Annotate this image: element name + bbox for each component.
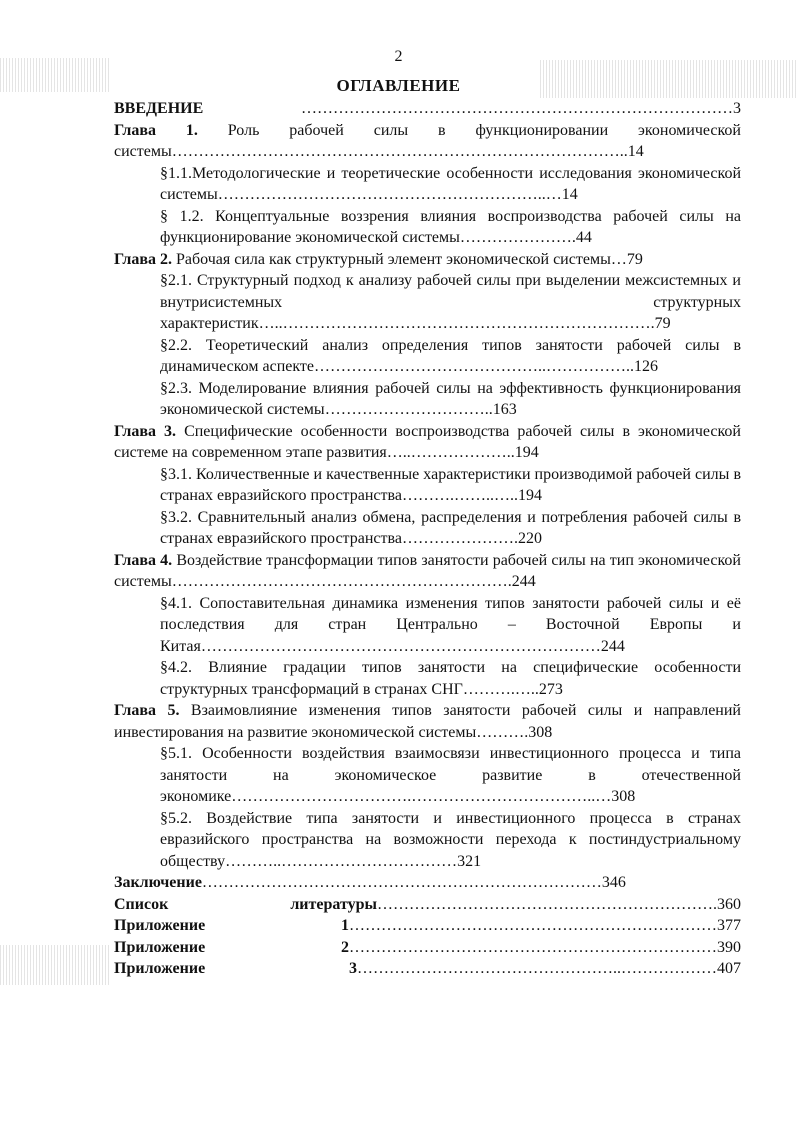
toc-section-entry — [114, 270, 741, 335]
toc-chapter-entry — [114, 421, 741, 464]
toc-entry-label: Глава 4. — [114, 551, 173, 569]
toc-entry-page: 3 — [733, 100, 741, 117]
toc-entry-leader: ………………………………………………………. — [171, 573, 512, 590]
toc-chapter-entry — [114, 872, 741, 894]
toc-entry-leader: …………………………………………………………… — [349, 917, 717, 934]
toc-section-entry — [114, 593, 741, 658]
toc-entry-page: 244 — [511, 573, 536, 590]
toc-entry-leader: ………..…………………………… — [225, 852, 458, 870]
toc-section-entry — [114, 507, 741, 550]
toc-entry-title: §5.1. Особенности воздействия взаимосвязи инвестиционного процесса и типа занятости на экономическое развитие в отечественной экономике — [160, 745, 741, 805]
toc-entry-leader: …………………………………………..……………… — [357, 960, 717, 977]
toc-entry-leader: ……………………………………..…………….. — [314, 358, 635, 375]
toc-entry-title: §4.2. Влияние градации типов занятости на специфические особенности структурных трансформаций в странах СНГ — [160, 659, 741, 698]
toc-section-entry — [114, 808, 741, 873]
toc-entry-leader: …………………. — [459, 229, 576, 246]
toc-entry-leader: …..……………………………………………………………. — [258, 315, 655, 332]
toc-entry-leader: …..……………….. — [386, 444, 515, 461]
toc-entry-label: Глава 5. — [114, 702, 180, 719]
toc-entry-title: Специфические особенности воспроизводства рабочей силы в экономической системе на современном этапе развития — [114, 422, 741, 461]
toc-entry-page: 308 — [611, 788, 636, 805]
toc-entry-page: 273 — [538, 680, 563, 698]
toc-entry-title: §1.1.Методологические и теоретические особенности исследования экономической системы — [160, 164, 741, 203]
toc-entry-title: § 1.2. Концептуальные воззрения влияния воспроизводства рабочей силы на функционирование экономической системы — [160, 207, 741, 246]
toc-entry-page: 377 — [717, 917, 741, 934]
toc-entry-leader: …………………………….……………………………..… — [231, 788, 612, 805]
toc-entry-label: Приложение 1 — [114, 917, 349, 934]
toc-entry-leader: ……….……..….. — [401, 487, 518, 504]
toc-section-entry — [114, 163, 741, 206]
toc-entry-title: Взаимовлияние изменения типов занятости рабочей силы и направлений инвестирования на развитие экономической системы — [114, 702, 741, 741]
toc-chapter-entry — [114, 958, 741, 980]
toc-section-entry — [114, 743, 741, 808]
toc-entry-leader: ……….….. — [462, 680, 539, 698]
toc-entry-leader: ………………………………………………………………… — [200, 637, 601, 655]
toc-entry-page: 346 — [601, 874, 626, 891]
toc-entry-page: 321 — [457, 852, 482, 870]
toc-section-entry — [114, 378, 741, 421]
toc-entry-page: 360 — [717, 895, 741, 913]
toc-chapter-entry — [114, 98, 741, 120]
toc-chapter-entry — [114, 550, 741, 593]
toc-entry-page: 14 — [561, 186, 578, 203]
toc-entry-label: Глава 3. — [114, 422, 177, 440]
toc-entry-page: 163 — [492, 401, 517, 418]
toc-entry-label: ВВЕДЕНИЕ — [114, 100, 204, 117]
toc-entry-page: 79 — [654, 315, 671, 332]
toc-entry-title: §3.1. Количественные и качественные характеристики производимой рабочей силы в странах евразийского пространства — [160, 465, 741, 504]
toc-entry-leader: ………………………….. — [324, 401, 493, 418]
toc-entry-page: 194 — [514, 444, 539, 461]
toc-entry-page: 390 — [717, 938, 741, 956]
toc-entry-label: Глава 2. — [114, 250, 172, 268]
toc-section-entry — [114, 206, 741, 249]
toc-entry-page: 308 — [528, 723, 553, 741]
toc-entry-leader: ………………………………………………………. — [377, 895, 717, 913]
toc-entry-page: 244 — [600, 637, 625, 655]
toc-entry-title: Роль рабочей силы в функционировании экономической системы — [114, 121, 741, 160]
toc-chapter-entry — [114, 915, 741, 937]
toc-entry-page: 220 — [517, 530, 542, 547]
toc-entry-leader: ……………………………………………………………………… — [203, 100, 733, 117]
toc-entry-title: Рабочая сила как структурный элемент экономической системы — [172, 250, 611, 268]
toc-section-entry — [114, 657, 741, 700]
toc-section-entry — [114, 335, 741, 378]
toc-entry-page: 126 — [634, 358, 659, 375]
toc-entry-label: Глава 1. — [114, 121, 198, 139]
toc-entry-page: 79 — [626, 250, 643, 268]
toc-entry-leader: ……………………………………………………..… — [217, 186, 562, 203]
toc-entry-title: Воздействие трансформации типов занятости рабочей силы на тип экономической системы — [114, 551, 741, 590]
toc-entry-page: 14 — [627, 143, 644, 160]
toc-entry-leader: …………………. — [401, 530, 518, 547]
toc-entry-label: Список литературы — [114, 895, 377, 913]
scan-noise-bottom-left — [0, 945, 110, 985]
toc-entry-title: §5.2. Воздействие типа занятости и инвестиционного процесса в странах евразийского пространства на возможности перехода к постиндустриальному обществу — [160, 809, 741, 870]
toc-chapter-entry — [114, 120, 741, 163]
toc-entry-label: Приложение 2 — [114, 938, 349, 956]
toc-entry-page: 194 — [517, 487, 542, 504]
toc-chapter-entry — [114, 700, 741, 743]
toc-entry-leader: … — [610, 250, 627, 268]
toc-entry-title: §2.2. Теоретический анализ определения типов занятости рабочей силы в динамическом аспекте — [160, 336, 741, 375]
toc-entry-title: §2.1. Структурный подход к анализу рабочей силы при выделении межсистемных и внутрисистемных структурных характеристик — [160, 272, 741, 332]
toc-entry-leader: ………. — [476, 723, 529, 741]
toc-chapter-entry — [114, 937, 741, 959]
toc-entry-title: §4.1. Сопоставительная динамика изменения типов занятости рабочей силы и её последствия для стран Центрально – Восточной Европы и Китая — [160, 594, 741, 655]
toc-entry-label: Заключение — [114, 874, 202, 891]
toc-entry-title: §3.2. Сравнительный анализ обмена, распределения и потребления рабочей силы в странах евразийского пространства — [160, 508, 741, 547]
toc-entry-page: 407 — [717, 960, 741, 977]
table-of-contents — [114, 98, 741, 980]
toc-entry-title: §2.3. Моделирование влияния рабочей силы на эффективность функционирования экономической системы — [160, 379, 741, 418]
toc-section-entry — [114, 464, 741, 507]
page-number: 2 — [394, 48, 403, 65]
toc-entry-leader: ………………………………………………………………… — [201, 874, 602, 891]
toc-entry-leader: …………………………………………………………… — [349, 938, 717, 956]
toc-entry-label: Приложение 3 — [114, 960, 357, 977]
toc-chapter-entry — [114, 249, 741, 271]
toc-entry-leader: ………………………………………………………………………….. — [171, 143, 628, 160]
toc-title: ОГЛАВЛЕНИЕ — [336, 76, 461, 95]
toc-chapter-entry — [114, 894, 741, 916]
toc-entry-page: 44 — [575, 229, 592, 246]
